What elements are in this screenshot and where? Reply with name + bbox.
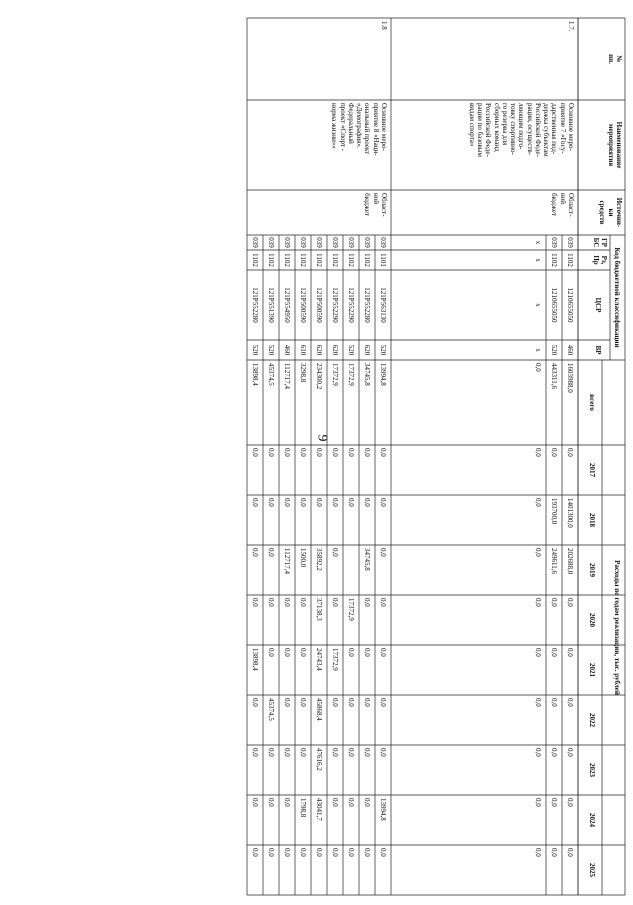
cell-rz: 1102 — [267, 253, 275, 267]
cell-year-value: 13994,8 — [379, 798, 387, 821]
cell-year-value: 0,0 — [331, 448, 339, 457]
cell-year-value: 0,0 — [550, 798, 558, 807]
cell-year-value: 0,0 — [299, 698, 307, 707]
cell-year-value: 0,0 — [534, 798, 542, 807]
cell-year-value: 0,0 — [566, 648, 574, 657]
header-name: Наименование мероприятия — [606, 121, 623, 169]
cell-year-value: 17372,9 — [331, 648, 339, 671]
cell-gr: 039 — [283, 237, 291, 248]
cell-year-value: 34745,8 — [363, 548, 371, 571]
cell-rz: 1102 — [347, 253, 355, 267]
cell-total: 1603988,0 — [566, 363, 574, 393]
cell-year-value: 0,0 — [363, 448, 371, 457]
cell-year-value: 0,0 — [347, 848, 355, 857]
cell-vr: 620 — [331, 344, 339, 356]
group-name: Основное меро- приятие 7 «Госу- дарственная под- держка субъектам Российской Феде- рации, осуществ- ляющим подго- товку спортивно- го резерва для сборных команд Российской Феде- рации по базовым видам спорта» — [468, 103, 575, 157]
header-year: 2017 — [588, 463, 596, 477]
cell-year-value: 0,0 — [331, 698, 339, 707]
group-num: 1.7. — [567, 21, 575, 32]
cell-year-value: 0,0 — [379, 698, 387, 707]
cell-year-value: 0,0 — [566, 848, 574, 857]
cell-csr: 121P563130 — [379, 287, 387, 323]
header-num: № пп. — [606, 54, 623, 64]
cell-vr: 460 — [283, 344, 291, 356]
cell-rz: 1102 — [299, 253, 307, 267]
cell-year-value: 0,0 — [347, 748, 355, 757]
cell-rz: 1102 — [363, 253, 371, 267]
cell-csr: 1210655050 — [566, 287, 574, 323]
cell-year-value: 0,0 — [550, 748, 558, 757]
cell-year-value: 0,0 — [283, 798, 291, 807]
header-expenses: Расходы по годам реализации, тыс. рублей — [613, 560, 621, 695]
cell-year-value: 249611,6 — [550, 548, 558, 574]
cell-total: 13898,4 — [251, 363, 259, 386]
cell-year-value: 0,0 — [299, 848, 307, 857]
cell-year-value: 0,0 — [379, 748, 387, 757]
cell-year-value: 0,0 — [534, 848, 542, 857]
cell-year-value: 0,0 — [299, 748, 307, 757]
cell-year-value: 0,0 — [566, 698, 574, 707]
cell-year-value: 0,0 — [251, 798, 259, 807]
cell-total: 234300,2 — [315, 363, 323, 390]
cell-year-value: 0,0 — [331, 848, 339, 857]
cell-year-value: 0,0 — [566, 798, 574, 807]
cell-year-value: 0,0 — [550, 448, 558, 457]
cell-year-value: 17372,9 — [347, 598, 355, 621]
cell-year-value: 0,0 — [534, 748, 542, 757]
cell-year-value: 0,0 — [534, 548, 542, 557]
cell-year-value: 0,0 — [315, 848, 323, 857]
cell-vr: x — [534, 348, 542, 352]
cell-year-value: 0,0 — [283, 498, 291, 507]
cell-year-value: 0,0 — [363, 598, 371, 607]
cell-gr: 039 — [379, 237, 387, 248]
cell-csr: 121P552280 — [251, 287, 259, 323]
cell-year-value: 0,0 — [267, 798, 275, 807]
cell-year-value: 1500,0 — [299, 548, 307, 568]
cell-vr: 520 — [267, 344, 275, 356]
cell-year-value: 0,0 — [363, 748, 371, 757]
cell-gr: 039 — [315, 237, 323, 248]
cell-vr: 610 — [299, 344, 307, 356]
header-year: 2018 — [588, 513, 596, 527]
cell-year-value: 0,0 — [550, 648, 558, 657]
cell-year-value: 0,0 — [283, 848, 291, 857]
cell-year-value: 0,0 — [299, 448, 307, 457]
header-year: 2025 — [588, 863, 596, 877]
cell-rz: 1102 — [283, 253, 291, 267]
cell-rz: 1102 — [331, 253, 339, 267]
cell-year-value: 1401300,0 — [566, 498, 574, 528]
cell-gr: 039 — [251, 237, 259, 248]
cell-year-value: 0,0 — [251, 498, 259, 507]
cell-year-value: 0,0 — [363, 498, 371, 507]
cell-year-value: 0,0 — [315, 498, 323, 507]
cell-rz: 1101 — [379, 253, 387, 267]
cell-year-value: 0,0 — [379, 598, 387, 607]
cell-csr: 121P554950 — [283, 287, 291, 323]
cell-year-value: 0,0 — [267, 648, 275, 657]
cell-gr: 039 — [363, 237, 371, 248]
header-vr: ВР — [594, 345, 602, 355]
cell-year-value: 0,0 — [283, 598, 291, 607]
cell-year-value: 0,0 — [267, 548, 275, 557]
cell-year-value: 0,0 — [534, 498, 542, 507]
header-csr: ЦСР — [594, 297, 602, 313]
cell-year-value: 0,0 — [251, 548, 259, 557]
cell-year-value: 0,0 — [566, 748, 574, 757]
cell-year-value: 0,0 — [379, 498, 387, 507]
cell-csr: 121P552290 — [331, 287, 339, 323]
cell-year-value: 202688,0 — [566, 548, 574, 575]
cell-gr: 039 — [299, 237, 307, 248]
group-source: Област- ной бюджет — [363, 193, 388, 217]
cell-year-value: 0,0 — [331, 548, 339, 557]
cell-csr: 121P500590 — [299, 287, 307, 323]
cell-year-value: 45374,5 — [267, 698, 275, 721]
cell-rz: 1102 — [550, 253, 558, 267]
cell-rz: 1102 — [315, 253, 323, 267]
cell-total: 112717,4 — [283, 363, 291, 389]
cell-csr: 1210655050 — [550, 287, 558, 323]
cell-total: 17372,9 — [331, 363, 339, 386]
cell-year-value: 0,0 — [363, 798, 371, 807]
cell-year-value: 0,0 — [379, 848, 387, 857]
cell-year-value: 0,0 — [347, 498, 355, 507]
cell-year-value: 0,0 — [267, 848, 275, 857]
cell-year-value: 0,0 — [267, 598, 275, 607]
cell-gr: 039 — [566, 237, 574, 248]
header-year: 2024 — [588, 813, 596, 827]
cell-year-value: 0,0 — [363, 698, 371, 707]
header-source: Источни- ки средств — [598, 197, 623, 228]
cell-year-value: 0,0 — [251, 848, 259, 857]
cell-csr: 121P551390 — [267, 287, 275, 323]
cell-year-value: 13898,4 — [251, 648, 259, 671]
cell-year-value: 0,0 — [534, 598, 542, 607]
cell-total: 34745,8 — [363, 363, 371, 386]
cell-vr: 620 — [363, 344, 371, 356]
cell-year-value: 0,0 — [550, 848, 558, 857]
cell-year-value: 0,0 — [534, 448, 542, 457]
cell-year-value: 193700,0 — [550, 498, 558, 525]
cell-year-value: 0,0 — [347, 448, 355, 457]
cell-csr: 121P500590 — [315, 287, 323, 323]
cell-year-value: 1798,8 — [299, 798, 307, 818]
cell-year-value: 0,0 — [331, 748, 339, 757]
cell-gr: 039 — [550, 237, 558, 248]
cell-year-value: 0,0 — [283, 748, 291, 757]
cell-year-value: 0,0 — [251, 698, 259, 707]
header-budget-code: Код бюджетной классификации — [613, 247, 621, 348]
header-gr-bs: ГР БС — [591, 237, 608, 248]
page-number: 9 — [314, 434, 330, 442]
cell-year-value: 0,0 — [566, 448, 574, 457]
header-year: 2021 — [588, 663, 596, 677]
cell-rz: 1102 — [566, 253, 574, 267]
cell-year-value — [345, 548, 355, 592]
cell-year-value: 0,0 — [550, 598, 558, 607]
cell-gr: 039 — [331, 237, 339, 248]
header-rz-pr: Рз, Пр — [591, 255, 608, 265]
cell-year-value: 0,0 — [267, 498, 275, 507]
budget-table — [93, 0, 633, 905]
cell-year-value: 0,0 — [363, 648, 371, 657]
cell-year-value: 0,0 — [347, 648, 355, 657]
cell-year-value: 35892,2 — [315, 548, 323, 571]
cell-year-value: 0,0 — [283, 698, 291, 707]
cell-year-value: 0,0 — [347, 698, 355, 707]
cell-year-value: 0,0 — [379, 648, 387, 657]
cell-year-value: 0,0 — [299, 648, 307, 657]
cell-vr: 520 — [379, 344, 387, 356]
cell-year-value: 0,0 — [315, 448, 323, 457]
group-source: Област- ной бюджет — [550, 193, 575, 217]
cell-year-value: 0,0 — [251, 598, 259, 607]
cell-year-value: 0,0 — [299, 598, 307, 607]
cell-vr: 520 — [347, 344, 355, 356]
header-year: 2020 — [588, 613, 596, 627]
cell-vr: 620 — [315, 344, 323, 356]
cell-year-value: 0,0 — [267, 748, 275, 757]
cell-year-value: 0,0 — [550, 698, 558, 707]
cell-gr: 039 — [267, 237, 275, 248]
cell-vr: 520 — [251, 344, 259, 356]
cell-year-value: 0,0 — [534, 698, 542, 707]
group-name: Основное меро- приятие 8 «Наци- ональный проект «Демография». Федеральный проект «Спорт - норма жизни»» — [330, 103, 388, 156]
cell-year-value: 0,0 — [251, 748, 259, 757]
cell-year-value: 0,0 — [363, 848, 371, 857]
cell-year-value: 45868,4 — [315, 698, 323, 721]
cell-gr: x — [534, 240, 542, 245]
cell-total: 0,0 — [534, 363, 542, 372]
cell-vr: 460 — [566, 344, 574, 356]
cell-csr: 121P552280 — [363, 287, 371, 323]
cell-rz: x — [534, 258, 542, 262]
header-year: 2022 — [588, 713, 596, 727]
cell-year-value: 0,0 — [331, 498, 339, 507]
header-year: 2019 — [588, 563, 596, 577]
cell-vr: 520 — [550, 344, 558, 356]
cell-year-value: 0,0 — [331, 798, 339, 807]
cell-year-value: 0,0 — [534, 648, 542, 657]
cell-gr: 039 — [347, 237, 355, 248]
cell-year-value: 0,0 — [379, 548, 387, 557]
cell-year-value: 0,0 — [267, 448, 275, 457]
header-year: 2023 — [588, 763, 596, 777]
header-total: всего — [588, 394, 596, 411]
cell-year-value: 24743,4 — [315, 648, 323, 671]
cell-year-value: 0,0 — [283, 648, 291, 657]
cell-total: 3298,8 — [299, 363, 307, 383]
cell-year-value: 37138,3 — [315, 598, 323, 621]
group-num: 1.8 — [380, 21, 388, 30]
cell-year-value: 0,0 — [379, 448, 387, 457]
cell-total: 17372,9 — [347, 363, 355, 386]
cell-csr: x — [534, 303, 542, 307]
cell-year-value: 0,0 — [331, 598, 339, 607]
cell-total: 45374,5 — [267, 363, 275, 386]
cell-year-value: 0,0 — [251, 448, 259, 457]
cell-year-value: 43041,7 — [315, 798, 323, 821]
cell-rz: 1102 — [251, 253, 259, 267]
cell-year-value: 0,0 — [347, 798, 355, 807]
cell-year-value: 0,0 — [283, 448, 291, 457]
cell-year-value: 112717,4 — [283, 548, 291, 574]
cell-total: 13994,8 — [379, 363, 387, 386]
cell-year-value: 0,0 — [299, 498, 307, 507]
cell-year-value: 47616,2 — [315, 748, 323, 771]
cell-total: 443311,6 — [550, 363, 558, 389]
cell-year-value: 0,0 — [566, 598, 574, 607]
cell-csr: 121P552290 — [347, 287, 355, 323]
